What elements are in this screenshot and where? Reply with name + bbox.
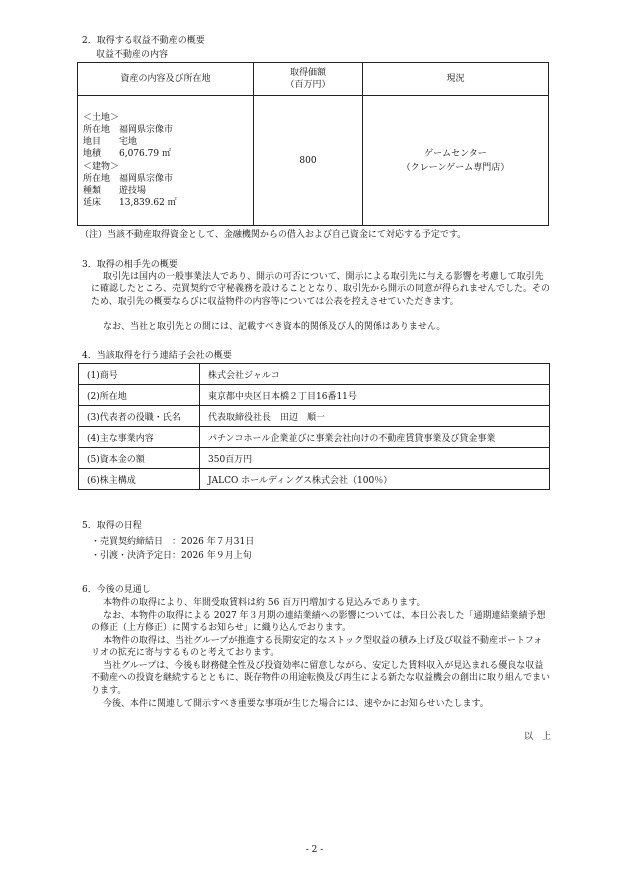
row-key-capital: (5)資本金の額 [79,448,200,469]
section-6-heading: 6．今後の見通し [82,585,151,595]
section-5-heading: 5．取得の日程 [82,521,142,531]
row-key-name: (1)商号 [79,364,200,385]
row-value-name: 株式会社ジャルコ [200,364,550,385]
col-header-asset: 資産の内容及び所在地 [78,63,254,96]
property-table [77,62,549,226]
row-value-representative: 代表取締役社長 田辺 順一 [200,406,550,427]
row-key-representative: (3)代表者の役職・氏名 [79,406,200,427]
section-2-subheading: 収益不動産の内容 [96,50,169,60]
row-value-capital: 350百万円 [200,448,550,469]
section-3-heading: 3．取得の相手先の概要 [82,260,178,270]
row-value-business: パチンコホール企業並びに事業会社向けの不動産賃貸事業及び貸金事業 [200,427,550,448]
row-value-shareholders: JALCO ホールディングス株式会社（100％） [200,469,550,490]
row-key-shareholders: (6)株主構成 [79,469,200,490]
section-3-paragraph-2: なお、当社と取引先との間には、記載すべき資本的関係及び人的関係はありません。 [103,322,446,332]
status-cell: ゲームセンター （クレーンゲーム専門店） [363,96,549,226]
section-6-paragraph-2: なお、本物件の取得による 2027 年３月期の連結業績への影響については、本日公表した「通期連結業績予想の修正（上方修正）に関するお知らせ」に織り込んでおります。 [91,611,546,634]
section-6-paragraph-3: 本物件の取得は、当社グループが推進する長期安定的なストック型収益の積み上げ及び収益不動産ポートフォリオの拡充に寄与するものと考えております。 [91,636,543,659]
section-6-paragraph-4: 当社グループは、今後も財務健全性及び投資効率に留意しながら、安定した賃料収入が見込まれる優良な収益不動産への投資を継続するとともに、既存物件の用途転換及び再生による新たな収益機会の創出に取り組んでまいります。 [91,661,551,696]
price-cell: 800 [254,96,363,226]
section-6-paragraph-1: 本物件の取得により、年間受取賃料は約 56 百万円増加する見込みであります。 [103,598,426,608]
col-header-status: 現況 [363,63,549,96]
section-6-paragraph-5: 今後、本件に関連して開示すべき重要な事項が生じた場合には、速やかにお知らせいたします。 [103,699,489,709]
section-4-heading: 4．当該取得を行う連結子会社の概要 [82,351,232,361]
asset-details-cell: ＜土地＞ 所在地 福岡県宗像市 地目 宅地 地積 6,076.79 ㎡ ＜建物＞ 所在地 福岡県宗像市 種類 遊技場 延床 13,839.62 ㎡ [78,96,254,226]
subsidiary-table [78,363,550,490]
section-2-heading: 2．取得する収益不動産の概要 [82,36,205,46]
section-2-note: （注）当該不動産取得資金として、金融機関からの借入および自己資金にて対応する予定です。 [80,230,467,240]
page-number: - 2 - [305,845,324,855]
row-key-address: (2)所在地 [79,385,200,406]
row-key-business: (4)主な事業内容 [79,427,200,448]
closing-mark: 以 上 [524,732,552,742]
schedule-item-contract: ・売買契約締結日 ：2026 年７月31日 [91,537,255,547]
section-3-paragraph-1: 取引先は国内の一般事業法人であり、開示の可否について、開示による取引先に与える影響を考慮して取引先に確認したところ、売買契約で守秘義務を設けることとなり、取引先から開示の同意が得られませんでした。そのため、取引先の概要ならびに収益物件の内容等については公表を控えさせていただきます。 [91,272,551,307]
schedule-item-settlement: ・引渡・決済予定日：2026 年９月上旬 [91,551,252,561]
col-header-price: 取得価額 （百万円） [254,63,363,96]
row-value-address: 東京都中央区日本橋２丁目16番11号 [200,385,550,406]
